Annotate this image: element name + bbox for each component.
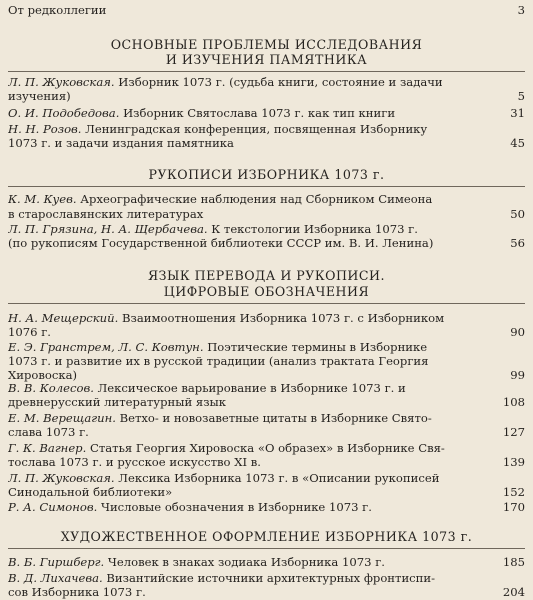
entry-author: Л. П. Грязина, Н. А. Щербачева.	[8, 222, 208, 236]
entry-page-number: 45	[510, 136, 525, 150]
entry-line: изучения)	[8, 89, 71, 103]
entry-line: слава 1073 г.	[8, 425, 89, 439]
intro-page-number: 3	[517, 3, 525, 17]
entry-title: Изборник Святослава 1073 г. как тип книги	[119, 106, 396, 120]
entry-page-number: 56	[510, 236, 525, 250]
entry-line	[8, 555, 498, 569]
section-4-heading: ХУДОЖЕСТВЕННОЕ ОФОРМЛЕНИЕ ИЗБОРНИКА 1073 г.	[60, 529, 473, 544]
entry-author: Л. П. Жуковская.	[8, 75, 115, 89]
entry-author: Н. Н. Розов.	[8, 122, 82, 136]
entry-page-number: 152	[502, 485, 525, 499]
entry-line: 1076 г.	[8, 325, 51, 339]
entry-title: Ленинградская конференция, посвященная Изборнику	[81, 122, 428, 136]
entry-page-number: 185	[502, 555, 525, 569]
section-divider	[8, 303, 525, 304]
entry-page-number: 90	[510, 325, 525, 339]
section-divider	[8, 186, 525, 187]
entry-line	[8, 500, 498, 514]
entry-line: Синодальной библиотеки»	[8, 485, 173, 499]
entry-line: сов Изборника 1073 г.	[8, 585, 146, 599]
entry-line	[8, 411, 498, 425]
entry-author: О. И. Подобедова.	[8, 106, 120, 120]
entry-title: Изборник 1073 г. (судьба книги, состояние и задачи	[114, 75, 443, 89]
entry-author: В. Д. Лихачева.	[8, 571, 103, 585]
entry-title: Поэтические термины в Изборнике	[203, 340, 428, 354]
entry-line	[8, 311, 498, 325]
entry-author: Л. П. Жуковская.	[8, 471, 115, 485]
entry-line: 1073 г. и развитие их в русской традиции (анализ трактата Георгия	[8, 354, 429, 368]
entry-page-number: 108	[502, 395, 525, 409]
entry-line	[8, 75, 498, 89]
entry-line: 1073 г. и задачи издания памятника	[8, 136, 234, 150]
section-3-heading-line-2: ЦИФРОВЫЕ ОБОЗНАЧЕНИЯ	[163, 284, 370, 299]
section-1-heading-line-2: И ИЗУЧЕНИЯ ПАМЯТНИКА	[165, 52, 368, 67]
entry-title: Числовые обозначения в Изборнике 1073 г.	[97, 500, 372, 514]
section-2-heading: РУКОПИСИ ИЗБОРНИКА 1073 г.	[148, 167, 385, 182]
entry-author: Н. А. Мещерский.	[8, 311, 119, 325]
entry-line	[8, 106, 498, 120]
entry-line: (по рукописям Государственной библиотеки СССР им. В. И. Ленина)	[8, 236, 434, 250]
entry-author: В. Б. Гиршберг.	[8, 555, 105, 569]
entry-title: Статья Георгия Хировоска «О образех» в Изборнике Свя-	[86, 441, 445, 455]
section-3-heading-line-1: ЯЗЫК ПЕРЕВОДА И РУКОПИСИ.	[147, 268, 386, 283]
entry-line: древнерусский литературный язык	[8, 395, 226, 409]
entry-author: Е. Э. Гранстрем, Л. С. Ковтун.	[8, 340, 204, 354]
section-divider	[8, 548, 525, 549]
section-divider	[8, 71, 525, 72]
entry-title: Человек в знаках зодиака Изборника 1073 г.	[104, 555, 385, 569]
entry-title: Взаимоотношения Изборника 1073 г. с Изборником	[118, 311, 445, 325]
entry-title: Археографические наблюдения над Сборником Симеона	[76, 192, 433, 206]
entry-line	[8, 441, 498, 455]
section-1-heading-line-1: ОСНОВНЫЕ ПРОБЛЕМЫ ИССЛЕДОВАНИЯ	[110, 37, 423, 52]
entry-page-number: 31	[510, 106, 525, 120]
entry-title: Лексика Изборника 1073 г. в «Описании рукописей	[114, 471, 440, 485]
entry-page-number: 170	[502, 500, 525, 514]
entry-author: В. В. Колесов.	[8, 381, 94, 395]
entry-line: тослава 1073 г. и русское искусство XI в.	[8, 455, 261, 469]
entry-author: К. М. Куев.	[8, 192, 77, 206]
entry-page-number: 5	[517, 89, 525, 103]
entry-page-number: 204	[502, 585, 525, 599]
entry-page-number: 99	[510, 368, 525, 382]
entry-page-number: 139	[502, 455, 525, 469]
entry-page-number: 127	[502, 425, 525, 439]
entry-author: Р. А. Симонов.	[8, 500, 98, 514]
intro-title: От редколлегии	[8, 3, 107, 17]
entry-line: в старославянских литературах	[8, 207, 204, 221]
entry-author: Г. К. Вагнер.	[8, 441, 87, 455]
entry-page-number: 50	[510, 207, 525, 221]
entry-line	[8, 122, 498, 136]
entry-line	[8, 471, 498, 485]
entry-line	[8, 381, 498, 395]
entry-line	[8, 192, 498, 206]
entry-title: Византийские источники архитектурных фронтиспи-	[102, 571, 436, 585]
entry-line: Хировоска)	[8, 368, 78, 382]
entry-line	[8, 340, 498, 354]
entry-line	[8, 222, 498, 236]
entry-line	[8, 571, 498, 585]
entry-author: Е. М. Верещагин.	[8, 411, 116, 425]
entry-title: Ветхо- и новозаветные цитаты в Изборнике Свято-	[115, 411, 432, 425]
entry-title: Лексическое варьирование в Изборнике 1073 г. и	[93, 381, 406, 395]
entry-title: К текстологии Изборника 1073 г.	[207, 222, 418, 236]
